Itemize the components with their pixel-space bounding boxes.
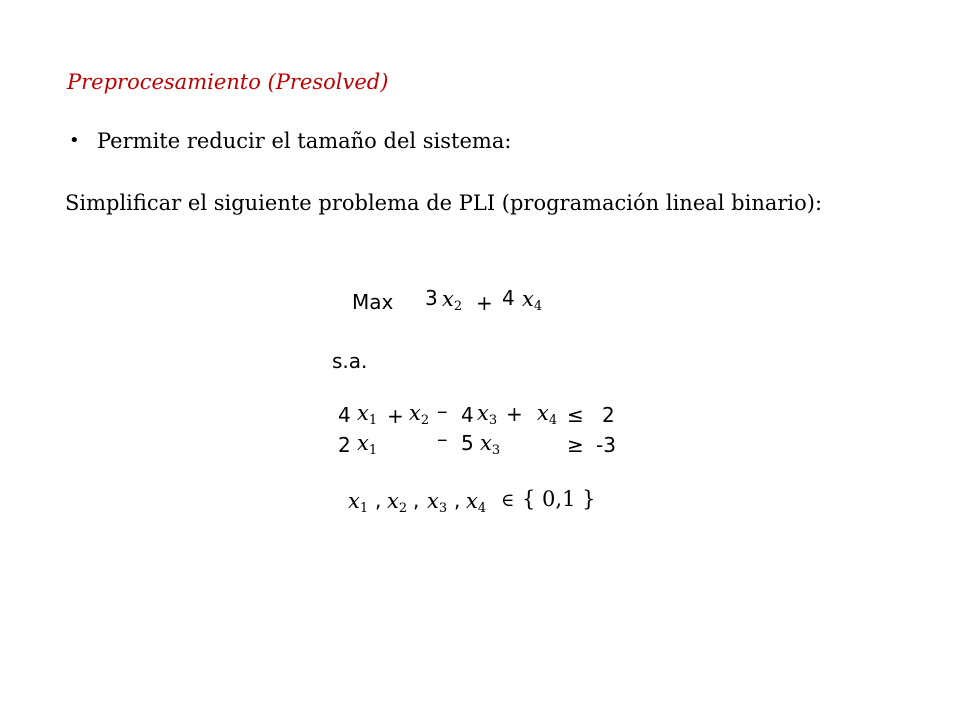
c2-relation: ≥ <box>567 433 584 457</box>
c1-plus-2: + <box>506 402 523 426</box>
c2-rhs: -3 <box>596 433 616 457</box>
problem-statement: Simplificar el siguiente problema de PLI (programación lineal binario): <box>65 191 823 215</box>
objective-var-x4: $x_4$ <box>522 287 543 314</box>
dom-comma-3: , <box>454 488 461 512</box>
dom-binary-set: { 0,1 } <box>522 487 596 511</box>
dom-member-symbol: ∈ <box>501 490 515 511</box>
c1-coef-x3: 4 <box>461 403 474 427</box>
c2-var-x1: $x_1$ <box>357 431 378 458</box>
c1-coef-x1: 4 <box>338 403 351 427</box>
dom-var-x3: $x_3$ <box>427 489 448 516</box>
objective-label: Max <box>352 290 394 314</box>
dom-var-x4: $x_4$ <box>466 489 487 516</box>
bullet-marker: • <box>69 130 80 151</box>
c1-minus: – <box>437 399 448 423</box>
objective-coef-x4: 4 <box>502 286 515 310</box>
c1-var-x3: $x_3$ <box>477 401 498 428</box>
c1-plus-1: + <box>387 404 404 428</box>
dom-var-x2: $x_2$ <box>387 489 408 516</box>
c2-coef-x3: 5 <box>461 431 474 455</box>
dom-comma-2: , <box>413 488 420 512</box>
c1-var-x2: $x_2$ <box>409 401 430 428</box>
dom-var-x1: $x_1$ <box>348 489 369 516</box>
c2-coef-x1: 2 <box>338 433 351 457</box>
c1-var-x4: $x_4$ <box>537 401 558 428</box>
subject-to-label: s.a. <box>332 349 368 373</box>
c1-relation: ≤ <box>567 403 584 427</box>
c2-var-x3: $x_3$ <box>480 431 501 458</box>
objective-plus: + <box>476 291 493 315</box>
bullet-item: Permite reducir el tamaño del sistema: <box>97 129 512 153</box>
dom-comma-1: , <box>375 488 382 512</box>
objective-coef-x2: 3 <box>425 286 438 310</box>
section-heading: Preprocesamiento (Presolved) <box>67 70 389 94</box>
c1-var-x1: $x_1$ <box>357 401 378 428</box>
c1-rhs: 2 <box>602 403 615 427</box>
objective-var-x2: $x_2$ <box>442 287 463 314</box>
c2-minus: – <box>437 427 448 451</box>
